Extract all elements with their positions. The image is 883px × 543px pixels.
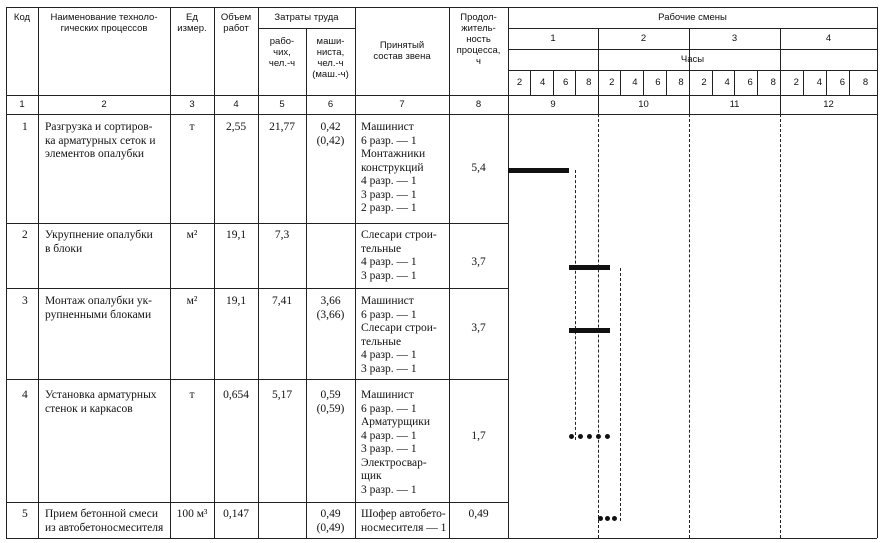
row-code: 2 [22,229,28,241]
rule [214,7,215,538]
row-crew: Слесари строи- тельные 4 разр. — 1 3 разр. — 1 [361,229,437,282]
header-shifts: Рабочие смены [658,12,727,23]
hour-tick: 4 [539,77,546,88]
rule [170,7,171,538]
header-duration: Продол- житель- ность процесса, ч [456,12,501,67]
column-number: 12 [823,99,834,110]
row-code: 3 [22,295,28,307]
rule [6,502,508,503]
rule [6,223,508,224]
hour-tick: 6 [655,77,661,88]
row-labor-machinists: 3,66 (3,66) [316,295,345,321]
header-process-name: Наименование техноло- гических процессов [50,12,158,34]
hour-tick: 4 [724,77,730,88]
rule [6,288,508,289]
hour-tick: 4 [632,77,638,88]
row-volume: 0,147 [223,508,249,520]
row-unit: м² [186,295,198,307]
row-process-name: Укрупнение опалубки в блоки [45,229,153,255]
gantt-bar [569,265,611,270]
gantt-bar [508,168,569,173]
rule [508,28,877,29]
row-volume: 0,654 [223,389,249,401]
row-unit: 100 м³ [176,508,208,520]
hour-tick: 6 [747,77,753,88]
row-code: 5 [22,508,28,520]
row-labor-workers: 7,3 [274,229,290,241]
hour-tick: 2 [516,77,523,88]
column-number: 5 [279,99,285,110]
rule [6,95,877,96]
rule [6,7,7,538]
rule [6,114,877,115]
hour-tick: 2 [609,77,615,88]
row-crew: Шофер автобето- носмесителя — 1 [361,508,447,534]
rule [877,7,878,538]
column-number: 3 [189,99,195,110]
row-unit: т [189,121,195,133]
column-number: 11 [729,99,740,110]
row-crew: Машинист 6 разр. — 1 Слесари строи- тельные 4 разр. — 1 3 разр. — 1 [361,295,437,375]
row-labor-workers: 5,17 [271,389,293,401]
column-number: 1 [19,99,25,110]
row-duration: 3,7 [471,256,486,268]
row-labor-machinists: 0,42 (0,42) [316,121,345,147]
header-code: Код [13,12,31,23]
shift-number: 2 [640,33,647,44]
header-hours: Часы [680,54,705,65]
row-labor-machinists: 0,59 (0,59) [316,389,345,415]
shift-number: 4 [825,33,832,44]
header-labor: Затраты труда [274,12,339,23]
shift-number: 3 [731,33,738,44]
row-crew: Машинист 6 разр. — 1 Арматурщики 4 разр. — 1 3 разр. — 1 Электросвар- щик 3 разр. — 1 [361,389,431,496]
row-process-name: Монтаж опалубки ук- рупненными блоками [45,295,153,321]
hour-tick: 8 [586,77,592,88]
row-labor-machinists: 0,49 (0,49) [316,508,345,534]
dependency-line [575,170,576,440]
column-number: 2 [101,99,107,110]
row-duration: 1,7 [471,430,486,442]
row-labor-workers: 7,41 [271,295,293,307]
hour-tick: 6 [839,77,846,88]
rule [38,7,39,538]
header-unit: Ед измер. [177,12,207,34]
column-number: 8 [475,99,482,110]
row-volume: 2,55 [225,121,247,133]
shift-boundary [689,114,690,538]
column-number: 10 [638,99,649,110]
row-code: 4 [22,389,28,401]
rule [355,7,356,538]
dependency-line [620,268,621,521]
header-volume: Объем работ [220,12,252,34]
row-volume: 19,1 [225,229,247,241]
row-duration: 5,4 [471,162,486,174]
rule [508,49,877,50]
row-labor-workers: 21,77 [269,121,295,133]
hour-tick: 2 [701,77,707,88]
column-number: 4 [233,99,239,110]
hour-tick: 8 [770,77,776,88]
row-code: 1 [22,121,28,133]
hour-tick: 4 [816,77,822,88]
shift-boundary [780,114,781,538]
gantt-bar [569,328,611,333]
hour-tick: 2 [793,77,799,88]
rule [6,379,508,380]
rule [6,538,877,539]
row-duration: 0,49 [468,508,489,520]
shift-number: 1 [550,33,556,44]
rule [258,7,259,538]
header-labor-workers: рабо- чих, чел.-ч [268,36,296,69]
row-process-name: Установка арматурных стенок и каркасов [45,389,157,415]
column-number: 6 [327,99,334,110]
shift-boundary [598,114,599,538]
rule [508,70,877,71]
gantt-bar [569,434,611,439]
column-number: 7 [399,99,405,110]
hour-tick: 8 [862,77,869,88]
row-crew: Машинист 6 разр. — 1 Монтажники конструкций 4 разр. — 1 3 разр. — 1 2 разр. — 1 [361,121,426,214]
header-labor-machinists: маши- ниста, чел.-ч (маш.-ч) [312,36,349,80]
row-process-name: Прием бетонной смеси из автобетоносмесителя [45,508,164,534]
row-unit: т [189,389,195,401]
column-number: 9 [550,99,556,110]
row-unit: м² [186,229,198,241]
rule [6,7,877,8]
header-crew: Принятый состав звена [373,40,431,62]
row-volume: 19,1 [225,295,247,307]
hour-tick: 8 [678,77,684,88]
rule [449,7,450,538]
row-duration: 3,7 [471,322,486,334]
row-process-name: Разгрузка и сортиров- ка арматурных сеток и элементов опалубки [45,121,156,160]
gantt-bar [598,516,617,521]
hour-tick: 6 [563,77,569,88]
